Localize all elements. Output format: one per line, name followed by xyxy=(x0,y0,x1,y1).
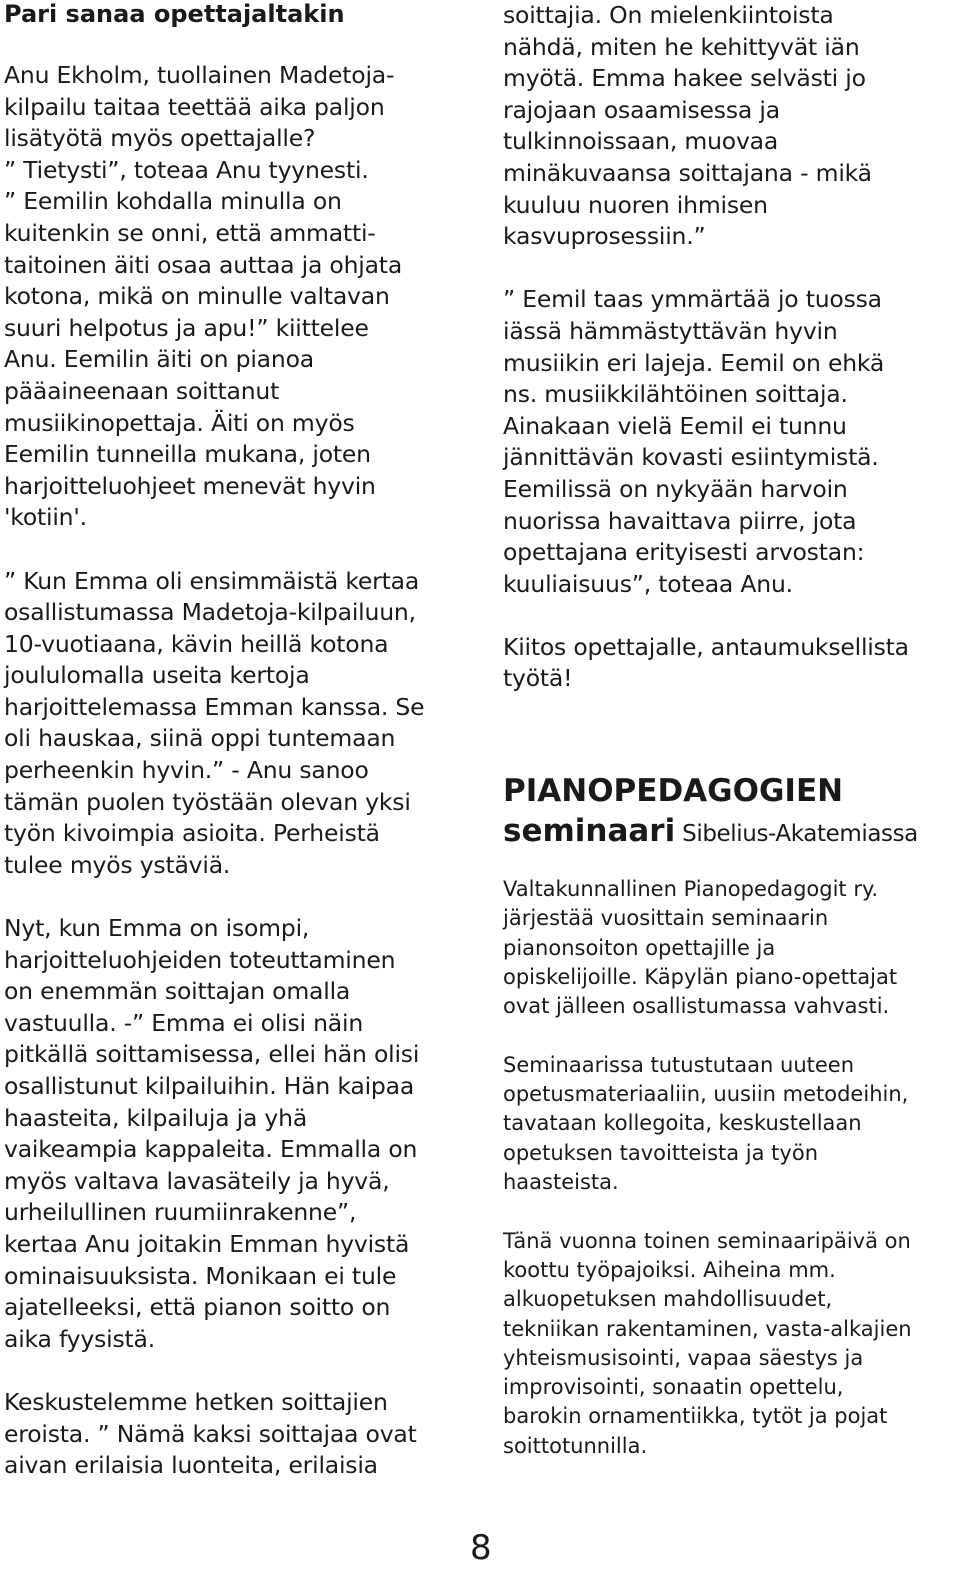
text-line: Seminaarissa tutustutaan uuteen xyxy=(503,1052,855,1077)
text-line: opettajana erityisesti arvostan: xyxy=(503,538,865,567)
text-line: minäkuvaansa soittajana - mikä xyxy=(503,158,872,187)
text-line: kasvuprosessiin.” xyxy=(503,222,706,251)
text-line: Kiitos opettajalle, antaumuksellista xyxy=(503,632,909,661)
text-line: Nyt, kun Emma on isompi, xyxy=(4,914,310,943)
text-line: tulee myös ystäviä. xyxy=(4,850,231,879)
text-line: rajojaan osaamisessa ja xyxy=(503,95,780,124)
text-line: Tänä vuonna toinen seminaaripäivä on xyxy=(503,1228,911,1253)
text-line: Ainakaan vielä Eemil ei tunnu xyxy=(503,411,847,440)
text-line: työtä! xyxy=(503,664,573,693)
text-line: Anu. Eemilin äiti on pianoa xyxy=(4,345,314,374)
text-line: myötä. Emma hakee selvästi jo xyxy=(503,64,866,93)
spacer xyxy=(503,253,955,285)
text-line: ” Kun Emma oli ensimmäistä kertaa xyxy=(4,566,420,595)
text-line: oli hauskaa, siinä oppi tuntemaan xyxy=(4,724,396,753)
spacer xyxy=(4,1355,474,1387)
text-line: tulkinnoissaan, muovaa xyxy=(503,127,779,156)
text-line: haasteista. xyxy=(503,1170,619,1195)
text-line: soittotunnilla. xyxy=(503,1433,648,1458)
left-column xyxy=(4,0,474,1482)
text-line: suuri helpotus ja apu!” kiittelee xyxy=(4,313,369,342)
text-line: työn kivoimpia asioita. Perheistä xyxy=(4,819,380,848)
spacer xyxy=(4,28,474,60)
text-line: 10-vuotiaana, kävin heillä kotona xyxy=(4,629,389,658)
text-line: järjestää vuosittain seminaarin xyxy=(503,906,829,931)
text-line: pitkällä soittamisessa, ellei hän olisi xyxy=(4,1040,420,1069)
text-line: Anu Ekholm, tuollainen Madetoja- xyxy=(4,61,395,89)
text-line: ns. musiikkilähtöinen soittaja. xyxy=(503,380,848,409)
text-line: 'kotiin'. xyxy=(4,503,87,532)
spacer xyxy=(503,600,955,632)
text-line: Eemilissä on nykyään harvoin xyxy=(503,474,848,503)
text-line: nuorissa havaittava piirre, jota xyxy=(503,506,857,535)
text-line: yhteismusisointi, vapaa säestys ja xyxy=(503,1345,864,1370)
paragraph xyxy=(4,913,474,1355)
text-line: taitoinen äiti osaa auttaa ja ohjata xyxy=(4,250,403,279)
text-line: ” Eemilin kohdalla minulla on xyxy=(4,187,342,216)
spacer xyxy=(503,695,955,771)
spacer xyxy=(503,1022,955,1051)
text-line: soittajia. On mielenkiintoista xyxy=(503,1,834,29)
seminar-heading-line2 xyxy=(503,811,955,851)
text-line: aivan erilaisia luonteita, erilaisia xyxy=(4,1451,378,1480)
page-number: 8 xyxy=(470,1528,492,1568)
text-line: ajatelleeksi, että pianon soitto on xyxy=(4,1293,391,1322)
text-line: kuitenkin se onni, että ammatti- xyxy=(4,218,376,247)
text-line: urheilullinen ruumiinrakenne”, xyxy=(4,1198,357,1227)
text-line: pääaineenaan soittanut xyxy=(4,376,280,405)
text-line: opiskelijoille. Käpylän piano-opettajat xyxy=(503,964,898,989)
text-line: joululomalla useita kertoja xyxy=(4,661,310,690)
text-line: barokin ornamentiikka, tytöt ja pojat xyxy=(503,1404,888,1429)
text-line: on enemmän soittajan omalla xyxy=(4,977,351,1006)
paragraph xyxy=(4,60,474,534)
text-line: harjoittelemassa Emman kanssa. Se xyxy=(4,692,425,721)
text-line: kuuliaisuus”, toteaa Anu. xyxy=(503,569,793,598)
seminar-paragraph xyxy=(503,1227,955,1461)
text-line: ovat jälleen osallistumassa vahvasti. xyxy=(503,994,890,1019)
text-line: opetuksen tavoitteista ja työn xyxy=(503,1140,818,1165)
text-line: vaikeampia kappaleita. Emmalla on xyxy=(4,1135,418,1164)
seminar-heading-rest: Sibelius-Akatemiassa xyxy=(675,821,918,848)
paragraph xyxy=(503,284,955,600)
text-line: Keskustelemme hetken soittajien xyxy=(4,1387,388,1416)
text-line: kuuluu nuoren ihmisen xyxy=(503,190,768,219)
paragraph xyxy=(4,566,474,882)
text-line: ominaisuuksista. Monikaan ei tule xyxy=(4,1261,397,1290)
text-line: harjoitteluohjeet menevät hyvin xyxy=(4,471,376,500)
text-line: nähdä, miten he kehittyvät iän xyxy=(503,32,860,61)
text-line: kilpailu taitaa teettää aika paljon xyxy=(4,92,385,121)
text-line: musiikinopettaja. Äiti on myös xyxy=(4,408,355,437)
seminar-heading-bold: seminaari xyxy=(503,813,676,850)
text-line: improvisointi, sonaatin opettelu, xyxy=(503,1375,844,1400)
spacer xyxy=(503,1197,955,1226)
text-line: tämän puolen työstään olevan yksi xyxy=(4,787,411,816)
spacer xyxy=(503,851,955,875)
spacer xyxy=(4,534,474,566)
article-title: Pari sanaa opettajaltakin xyxy=(4,0,345,28)
text-line: eroista. ” Nämä kaksi soittajaa ovat xyxy=(4,1419,417,1448)
text-line: ” Tietysti”, toteaa Anu tyynesti. xyxy=(4,155,369,184)
text-line: jännittävän kovasti esiintymistä. xyxy=(503,443,879,472)
paragraph xyxy=(4,1387,474,1482)
seminar-heading-line1: PIANOPEDAGOGIEN xyxy=(503,773,844,810)
text-line: Eemilin tunneilla mukana, joten xyxy=(4,440,371,469)
text-line: iässä hämmästyttävän hyvin xyxy=(503,316,838,345)
text-line: opetusmateriaaliin, uusiin metodeihin, xyxy=(503,1082,909,1107)
spacer xyxy=(4,881,474,913)
text-line: pianonsoiton opettajille ja xyxy=(503,935,776,960)
text-line: ” Eemil taas ymmärtää jo tuossa xyxy=(503,285,882,314)
text-line: tavataan kollegoita, keskustellaan xyxy=(503,1111,862,1136)
text-line: osallistumassa Madetoja-kilpailuun, xyxy=(4,598,416,627)
text-line: kotona, mikä on minulle valtavan xyxy=(4,282,390,311)
text-line: koottu työpajoiksi. Aiheina mm. xyxy=(503,1257,836,1282)
text-line: kertaa Anu joitakin Emman hyvistä xyxy=(4,1229,410,1258)
text-line: myös valtava lavasäteily ja hyvä, xyxy=(4,1166,390,1195)
text-line: aika fyysistä. xyxy=(4,1324,155,1353)
seminar-paragraph xyxy=(503,1051,955,1197)
seminar-paragraph xyxy=(503,875,955,1021)
text-line: harjoitteluohjeiden toteuttaminen xyxy=(4,945,396,974)
right-column xyxy=(503,0,955,1461)
text-line: alkuopetuksen mahdollisuudet, xyxy=(503,1287,833,1312)
text-line: tekniikan rakentaminen, vasta-alkajien xyxy=(503,1316,912,1341)
text-line: vastuulla. -” Emma ei olisi näin xyxy=(4,1008,364,1037)
paragraph xyxy=(503,632,955,695)
text-line: perheenkin hyvin.” - Anu sanoo xyxy=(4,756,369,785)
text-line: lisätyötä myös opettajalle? xyxy=(4,124,316,153)
text-line: Valtakunnallinen Pianopedagogit ry. xyxy=(503,877,879,902)
text-line: osallistunut kilpailuihin. Hän kaipaa xyxy=(4,1072,415,1100)
text-line: musiikin eri lajeja. Eemil on ehkä xyxy=(503,348,885,377)
text-line: haasteita, kilpailuja ja yhä xyxy=(4,1103,308,1132)
paragraph xyxy=(503,0,955,253)
